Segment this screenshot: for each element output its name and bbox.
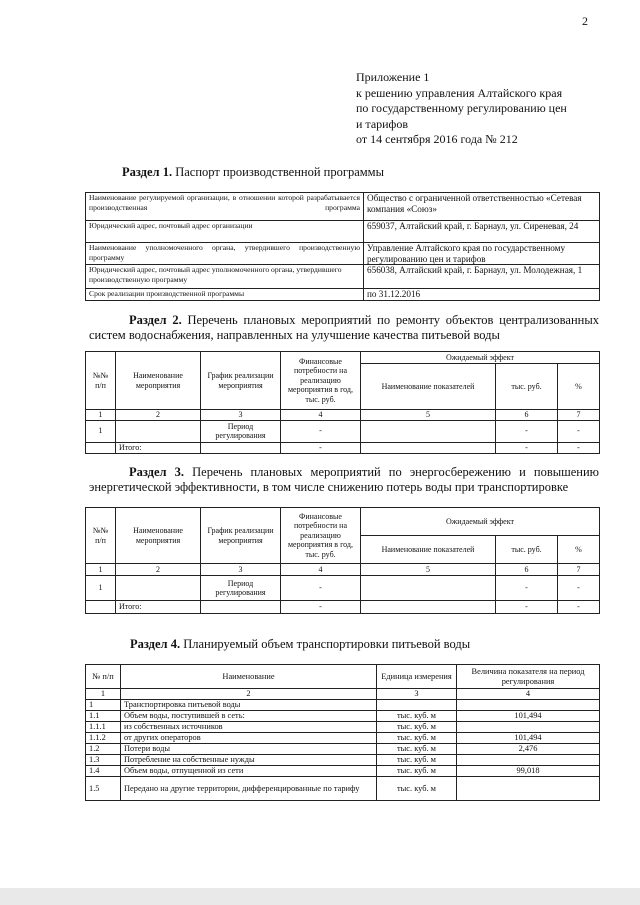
row-name: Транспортировка питьевой воды <box>121 700 377 711</box>
row-name: Передано на другие территории, дифференцированные по тарифу <box>121 777 377 801</box>
row-num: 1 <box>86 576 116 601</box>
row-value: 2,476 <box>457 744 600 755</box>
col-number: 4 <box>281 410 361 421</box>
header-name: Наименование мероприятия <box>116 508 201 564</box>
header-schedule: График реализации мероприятия <box>201 352 281 410</box>
row-num: 1.1.1 <box>86 722 121 733</box>
section3-table <box>85 507 600 614</box>
col-number: 6 <box>496 410 558 421</box>
section3-label: Раздел 3. <box>129 465 185 479</box>
table-row <box>86 576 600 601</box>
header-finance: Финансовые потребности на реализацию мероприятия в год, тыс. руб. <box>281 508 361 564</box>
table-row <box>86 193 600 221</box>
column-number-row <box>86 564 600 576</box>
table-row <box>86 766 600 777</box>
section2-title: Перечень плановых мероприятий по ремонту объектов централизованных систем водоснабжения, направленных на улучшение качества питьевой воды <box>89 313 599 342</box>
section1-label: Раздел 1. <box>122 165 173 179</box>
section4-table <box>85 664 600 801</box>
total-thousand: - <box>496 601 558 614</box>
total-label: Итого: <box>116 442 201 453</box>
row-value <box>457 777 600 801</box>
header-indicator: Наименование показателей <box>361 364 496 410</box>
row-name <box>116 576 201 601</box>
col-number: 2 <box>116 410 201 421</box>
header-thousand: тыс. руб. <box>496 364 558 410</box>
column-number-row <box>86 689 600 700</box>
row-unit: тыс. куб. м <box>377 711 457 722</box>
row-num: 1 <box>86 700 121 711</box>
passport-key: Наименование уполномоченного органа, утвердившего производственную программу <box>86 243 364 265</box>
passport-key: Наименование регулируемой организации, в отношении которой разрабатывается производственная программа <box>86 193 364 221</box>
row-num: 1.4 <box>86 766 121 777</box>
col-number: 3 <box>201 410 281 421</box>
header-thousand: тыс. руб. <box>496 536 558 564</box>
row-value <box>457 722 600 733</box>
col-number: 3 <box>201 564 281 576</box>
appendix-line: от 14 сентября 2016 года № 212 <box>356 132 518 146</box>
section2-table <box>85 351 600 454</box>
row-thousand: - <box>496 420 558 442</box>
col-number: 5 <box>361 564 496 576</box>
header-num: №№ п/п <box>86 508 116 564</box>
row-unit: тыс. куб. м <box>377 777 457 801</box>
table-header-row <box>86 665 600 689</box>
total-row <box>86 442 600 453</box>
table-row <box>86 265 600 289</box>
passport-table <box>85 192 600 301</box>
passport-value: 656038, Алтайский край, г. Барнаул, ул. Молодежная, 1 <box>364 265 600 289</box>
col-number: 7 <box>558 410 600 421</box>
page-number: 2 <box>582 14 588 28</box>
total-percent: - <box>558 442 600 453</box>
appendix-line: к решению управления Алтайского края <box>356 85 563 100</box>
row-schedule: Период регулирования <box>201 576 281 601</box>
total-row <box>86 601 600 614</box>
row-thousand: - <box>496 576 558 601</box>
col-number: 5 <box>361 410 496 421</box>
row-finance: - <box>281 576 361 601</box>
col-number: 1 <box>86 410 116 421</box>
header-effect: Ожидаемый эффект <box>361 508 600 536</box>
section4-label: Раздел 4. <box>130 637 181 651</box>
header-schedule: График реализации мероприятия <box>201 508 281 564</box>
row-num: 1.5 <box>86 777 121 801</box>
table-row <box>86 744 600 755</box>
header-effect: Ожидаемый эффект <box>361 352 600 364</box>
col-number: 2 <box>121 689 377 700</box>
col-number: 2 <box>116 564 201 576</box>
table-row <box>86 711 600 722</box>
row-indicator <box>361 420 496 442</box>
passport-key: Юридический адрес, почтовый адрес уполномоченного органа, утвердившего производственную программу <box>86 265 364 289</box>
table-row <box>86 700 600 711</box>
col-number: 4 <box>281 564 361 576</box>
total-label: Итого: <box>116 601 201 614</box>
header-num: № п/п <box>86 665 121 689</box>
row-value <box>457 700 600 711</box>
row-num: 1.3 <box>86 755 121 766</box>
total-schedule <box>201 601 281 614</box>
section3-heading <box>89 465 599 495</box>
section3-title: Перечень плановых мероприятий по энергосбережению и повышению энергетической эффективности, в том числе снижению потерь воды при транспортировке <box>89 465 600 494</box>
total-thousand: - <box>496 442 558 453</box>
table-row <box>86 733 600 744</box>
row-unit: тыс. куб. м <box>377 733 457 744</box>
table-header-row <box>86 352 600 364</box>
row-name: от других операторов <box>121 733 377 744</box>
total-num <box>86 601 116 614</box>
col-number: 3 <box>377 689 457 700</box>
col-number: 4 <box>457 689 600 700</box>
header-percent: % <box>558 364 600 410</box>
section4-heading <box>130 637 470 652</box>
appendix-block <box>356 70 616 148</box>
passport-key: Юридический адрес, почтовый адрес организации <box>86 221 364 243</box>
total-percent: - <box>558 601 600 614</box>
row-unit: тыс. куб. м <box>377 766 457 777</box>
row-unit: тыс. куб. м <box>377 755 457 766</box>
row-name <box>116 420 201 442</box>
header-percent: % <box>558 536 600 564</box>
passport-value: 659037, Алтайский край, г. Барнаул, ул. Сиреневая, 24 <box>364 221 600 243</box>
header-finance: Финансовые потребности на реализацию мероприятия в год, тыс. руб. <box>281 352 361 410</box>
scan-edge <box>0 888 640 905</box>
row-num: 1.1.2 <box>86 733 121 744</box>
header-value: Величина показателя на период регулирования <box>457 665 600 689</box>
row-value: 101,494 <box>457 733 600 744</box>
appendix-line: Приложение 1 <box>356 70 430 84</box>
row-percent: - <box>558 576 600 601</box>
section1-heading <box>122 165 384 180</box>
total-num <box>86 442 116 453</box>
row-name: Потребление на собственные нужды <box>121 755 377 766</box>
row-indicator <box>361 576 496 601</box>
section2-label: Раздел 2. <box>129 313 182 327</box>
row-unit <box>377 700 457 711</box>
col-number: 6 <box>496 564 558 576</box>
row-name: Потери воды <box>121 744 377 755</box>
row-schedule: Период регулирования <box>201 420 281 442</box>
table-header-row <box>86 508 600 536</box>
col-number: 7 <box>558 564 600 576</box>
col-number: 1 <box>86 689 121 700</box>
row-percent: - <box>558 420 600 442</box>
column-number-row <box>86 410 600 421</box>
row-num: 1 <box>86 420 116 442</box>
row-value <box>457 755 600 766</box>
total-indicator <box>361 601 496 614</box>
table-row <box>86 722 600 733</box>
passport-value: Общество с ограниченной ответственностью «Сетевая компания «Союз» <box>364 193 600 221</box>
passport-value: Управление Алтайского края по государственному регулированию цен и тарифов <box>364 243 600 265</box>
row-value: 101,494 <box>457 711 600 722</box>
table-row <box>86 243 600 265</box>
row-value: 99,018 <box>457 766 600 777</box>
table-row <box>86 420 600 442</box>
section1-title: Паспорт производственной программы <box>175 165 384 179</box>
header-name: Наименование мероприятия <box>116 352 201 410</box>
row-unit: тыс. куб. м <box>377 722 457 733</box>
table-row <box>86 221 600 243</box>
table-row <box>86 755 600 766</box>
row-name: из собственных источников <box>121 722 377 733</box>
total-finance: - <box>281 601 361 614</box>
appendix-line: и тарифов <box>356 116 409 131</box>
header-name: Наименование <box>121 665 377 689</box>
header-indicator: Наименование показателей <box>361 536 496 564</box>
header-num: №№ п/п <box>86 352 116 410</box>
section4-title: Планируемый объем транспортировки питьевой воды <box>183 637 471 651</box>
table-row <box>86 289 600 301</box>
section2-heading <box>89 313 599 343</box>
row-name: Объем воды, отпущенной из сети <box>121 766 377 777</box>
row-unit: тыс. куб. м <box>377 744 457 755</box>
header-unit: Единица измерения <box>377 665 457 689</box>
table-row <box>86 777 600 801</box>
col-number: 1 <box>86 564 116 576</box>
row-name: Объем воды, поступившей в сеть: <box>121 711 377 722</box>
total-finance: - <box>281 442 361 453</box>
total-indicator <box>361 442 496 453</box>
row-num: 1.2 <box>86 744 121 755</box>
row-num: 1.1 <box>86 711 121 722</box>
passport-value: по 31.12.2016 <box>364 289 600 301</box>
total-schedule <box>201 442 281 453</box>
appendix-line: по государственному регулированию цен <box>356 101 567 115</box>
passport-key: Срок реализации производственной программы <box>86 289 364 301</box>
row-finance: - <box>281 420 361 442</box>
